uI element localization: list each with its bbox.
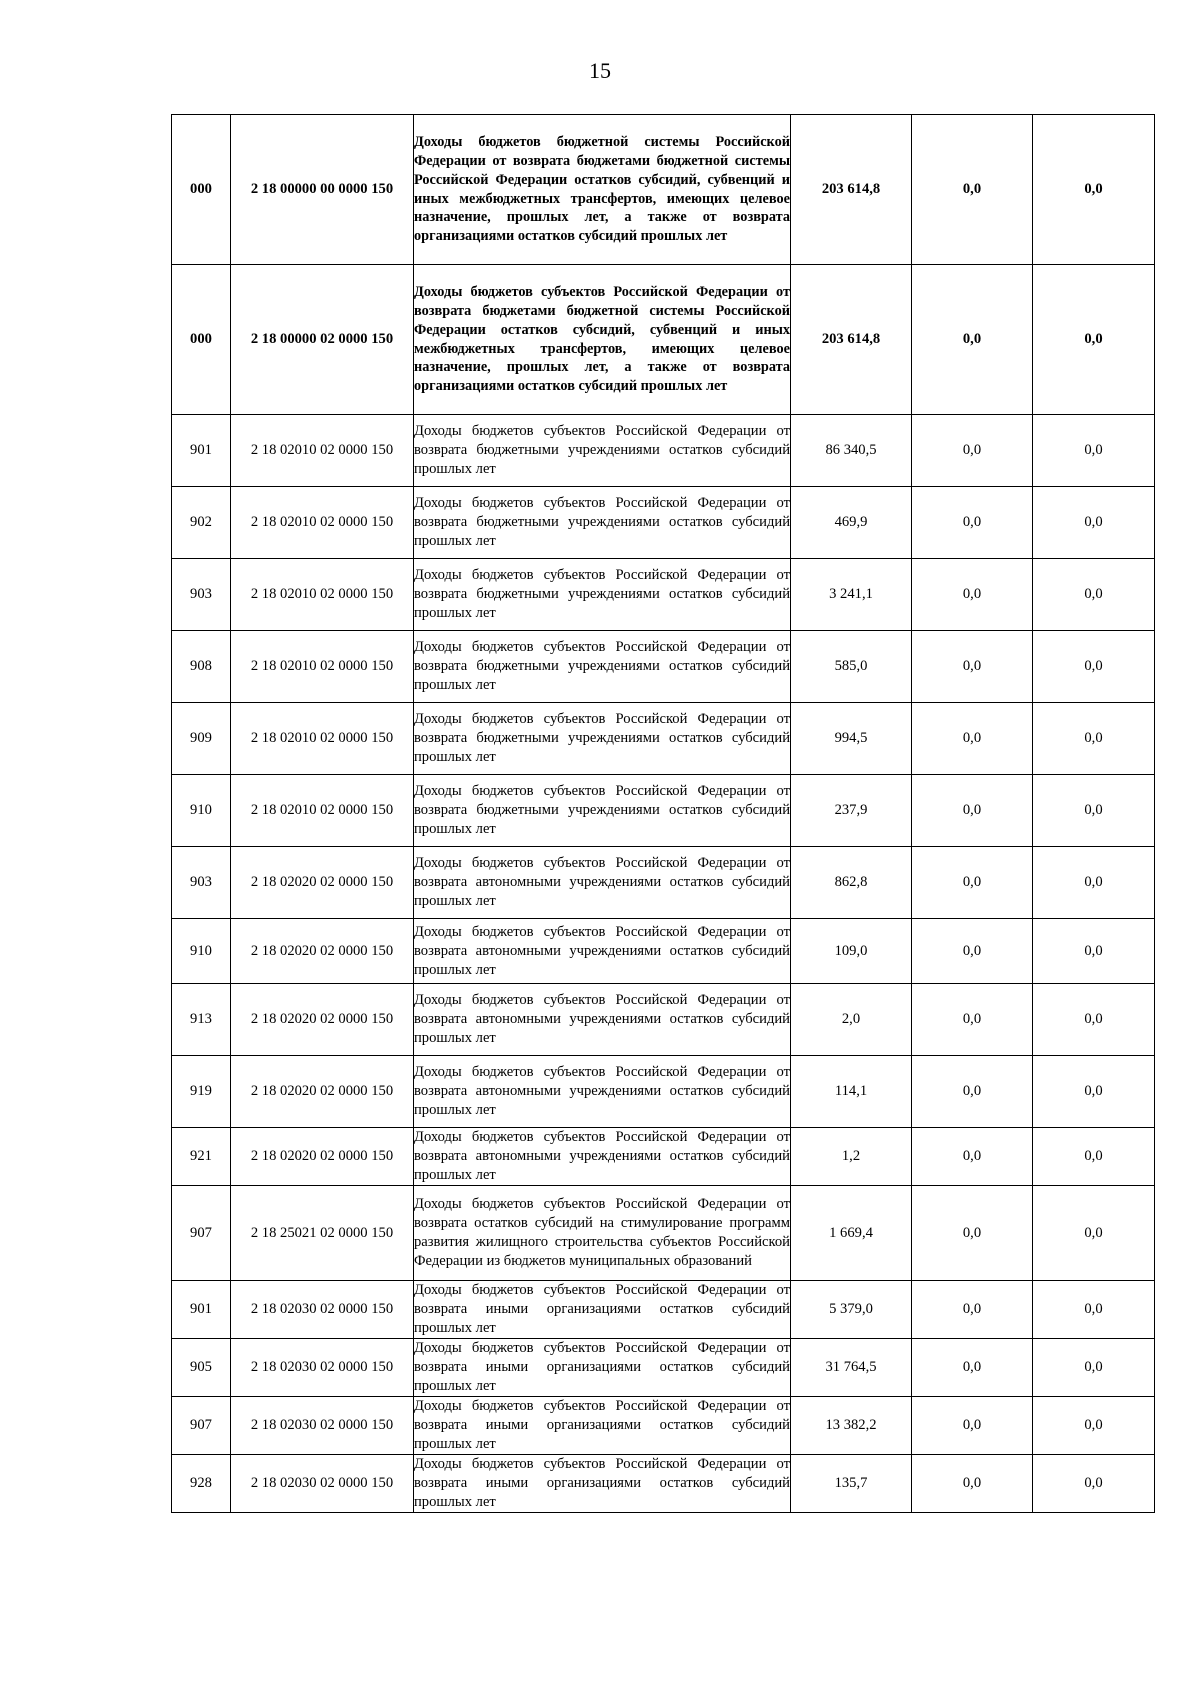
revenue-name-cell: Доходы бюджетов субъектов Российской Федерации от возврата автономными учреждениями остатков субсидий прошлых лет — [414, 984, 791, 1056]
admin-code-cell: 901 — [172, 1281, 231, 1339]
table-row — [172, 1281, 1155, 1339]
admin-code-cell: 928 — [172, 1455, 231, 1513]
budget-code-cell: 2 18 02020 02 0000 150 — [231, 919, 414, 984]
table-row — [172, 919, 1155, 984]
amount-year1-cell: 994,5 — [791, 703, 912, 775]
amount-year2-cell: 0,0 — [912, 631, 1033, 703]
admin-code-cell: 908 — [172, 631, 231, 703]
table-row — [172, 847, 1155, 919]
amount-year3-cell: 0,0 — [1033, 1056, 1155, 1128]
revenue-name-cell: Доходы бюджетов бюджетной системы Российской Федерации от возврата бюджетами бюджетной системы Российской Федерации остатков субсидий, субвенций и иных межбюджетных трансфертов, имеющих целевое назначение, прошлых лет, а также от возврата организациями остатков субсидий прошлых лет — [414, 115, 791, 265]
amount-year3-cell: 0,0 — [1033, 1455, 1155, 1513]
amount-year3-cell: 0,0 — [1033, 847, 1155, 919]
amount-year2-cell: 0,0 — [912, 415, 1033, 487]
revenue-name-cell: Доходы бюджетов субъектов Российской Федерации от возврата автономными учреждениями остатков субсидий прошлых лет — [414, 1056, 791, 1128]
amount-year1-cell: 1,2 — [791, 1128, 912, 1186]
amount-year1-cell: 3 241,1 — [791, 559, 912, 631]
table-row — [172, 631, 1155, 703]
admin-code-cell: 000 — [172, 265, 231, 415]
amount-year2-cell: 0,0 — [912, 487, 1033, 559]
revenue-name-cell: Доходы бюджетов субъектов Российской Федерации от возврата иными организациями остатков субсидий прошлых лет — [414, 1339, 791, 1397]
amount-year1-cell: 1 669,4 — [791, 1186, 912, 1281]
amount-year3-cell: 0,0 — [1033, 919, 1155, 984]
budget-code-cell: 2 18 02020 02 0000 150 — [231, 1128, 414, 1186]
table-row — [172, 1339, 1155, 1397]
amount-year2-cell: 0,0 — [912, 1339, 1033, 1397]
amount-year2-cell: 0,0 — [912, 1056, 1033, 1128]
amount-year2-cell: 0,0 — [912, 1186, 1033, 1281]
budget-code-cell: 2 18 02030 02 0000 150 — [231, 1397, 414, 1455]
revenue-name-cell: Доходы бюджетов субъектов Российской Федерации от возврата бюджетными учреждениями остатков субсидий прошлых лет — [414, 775, 791, 847]
budget-code-cell: 2 18 02010 02 0000 150 — [231, 559, 414, 631]
budget-code-cell: 2 18 02010 02 0000 150 — [231, 487, 414, 559]
amount-year2-cell: 0,0 — [912, 847, 1033, 919]
amount-year3-cell: 0,0 — [1033, 115, 1155, 265]
admin-code-cell: 913 — [172, 984, 231, 1056]
amount-year1-cell: 469,9 — [791, 487, 912, 559]
budget-code-cell: 2 18 02010 02 0000 150 — [231, 631, 414, 703]
admin-code-cell: 910 — [172, 919, 231, 984]
amount-year3-cell: 0,0 — [1033, 559, 1155, 631]
amount-year1-cell: 13 382,2 — [791, 1397, 912, 1455]
budget-code-cell: 2 18 02020 02 0000 150 — [231, 984, 414, 1056]
revenue-name-cell: Доходы бюджетов субъектов Российской Федерации от возврата бюджетными учреждениями остатков субсидий прошлых лет — [414, 487, 791, 559]
revenue-name-cell: Доходы бюджетов субъектов Российской Федерации от возврата автономными учреждениями остатков субсидий прошлых лет — [414, 919, 791, 984]
budget-code-cell: 2 18 02010 02 0000 150 — [231, 775, 414, 847]
revenue-name-cell: Доходы бюджетов субъектов Российской Федерации от возврата иными организациями остатков субсидий прошлых лет — [414, 1397, 791, 1455]
table-row — [172, 775, 1155, 847]
amount-year2-cell: 0,0 — [912, 775, 1033, 847]
admin-code-cell: 901 — [172, 415, 231, 487]
amount-year3-cell: 0,0 — [1033, 487, 1155, 559]
amount-year1-cell: 109,0 — [791, 919, 912, 984]
amount-year3-cell: 0,0 — [1033, 631, 1155, 703]
amount-year3-cell: 0,0 — [1033, 775, 1155, 847]
revenue-name-cell: Доходы бюджетов субъектов Российской Федерации от возврата автономными учреждениями остатков субсидий прошлых лет — [414, 1128, 791, 1186]
amount-year3-cell: 0,0 — [1033, 1128, 1155, 1186]
amount-year2-cell: 0,0 — [912, 1397, 1033, 1455]
amount-year2-cell: 0,0 — [912, 984, 1033, 1056]
amount-year2-cell: 0,0 — [912, 1128, 1033, 1186]
budget-code-cell: 2 18 00000 00 0000 150 — [231, 115, 414, 265]
amount-year3-cell: 0,0 — [1033, 1281, 1155, 1339]
budget-code-cell: 2 18 02030 02 0000 150 — [231, 1339, 414, 1397]
amount-year2-cell: 0,0 — [912, 919, 1033, 984]
amount-year3-cell: 0,0 — [1033, 984, 1155, 1056]
amount-year2-cell: 0,0 — [912, 115, 1033, 265]
revenue-name-cell: Доходы бюджетов субъектов Российской Федерации от возврата иными организациями остатков субсидий прошлых лет — [414, 1281, 791, 1339]
amount-year1-cell: 203 614,8 — [791, 265, 912, 415]
admin-code-cell: 907 — [172, 1186, 231, 1281]
revenue-name-cell: Доходы бюджетов субъектов Российской Федерации от возврата иными организациями остатков субсидий прошлых лет — [414, 1455, 791, 1513]
table-row — [172, 487, 1155, 559]
table-row — [172, 415, 1155, 487]
revenue-name-cell: Доходы бюджетов субъектов Российской Федерации от возврата бюджетными учреждениями остатков субсидий прошлых лет — [414, 415, 791, 487]
revenue-name-cell: Доходы бюджетов субъектов Российской Федерации от возврата бюджетными учреждениями остатков субсидий прошлых лет — [414, 631, 791, 703]
amount-year1-cell: 5 379,0 — [791, 1281, 912, 1339]
table-row — [172, 984, 1155, 1056]
amount-year1-cell: 2,0 — [791, 984, 912, 1056]
amount-year1-cell: 585,0 — [791, 631, 912, 703]
amount-year1-cell: 237,9 — [791, 775, 912, 847]
admin-code-cell: 000 — [172, 115, 231, 265]
budget-code-cell: 2 18 00000 02 0000 150 — [231, 265, 414, 415]
page-number: 15 — [589, 58, 611, 83]
budget-code-cell: 2 18 02010 02 0000 150 — [231, 415, 414, 487]
revenue-name-cell: Доходы бюджетов субъектов Российской Федерации от возврата остатков субсидий на стимулирование программ развития жилищного строительства субъектов Российской Федерации из бюджетов муниципальных образований — [414, 1186, 791, 1281]
table-row — [172, 1455, 1155, 1513]
amount-year1-cell: 135,7 — [791, 1455, 912, 1513]
table-row — [172, 1128, 1155, 1186]
revenue-name-cell: Доходы бюджетов субъектов Российской Федерации от возврата бюджетными учреждениями остатков субсидий прошлых лет — [414, 559, 791, 631]
table-body — [172, 115, 1155, 1513]
revenue-name-cell: Доходы бюджетов субъектов Российской Федерации от возврата бюджетами бюджетной системы Российской Федерации остатков субсидий, субвенций и иных межбюджетных трансфертов, имеющих целевое назначение, прошлых лет, а также от возврата организациями остатков субсидий прошлых лет — [414, 265, 791, 415]
admin-code-cell: 903 — [172, 847, 231, 919]
admin-code-cell: 910 — [172, 775, 231, 847]
amount-year2-cell: 0,0 — [912, 1455, 1033, 1513]
budget-code-cell: 2 18 02030 02 0000 150 — [231, 1281, 414, 1339]
amount-year3-cell: 0,0 — [1033, 415, 1155, 487]
amount-year3-cell: 0,0 — [1033, 1339, 1155, 1397]
budget-code-cell: 2 18 02010 02 0000 150 — [231, 703, 414, 775]
budget-code-cell: 2 18 25021 02 0000 150 — [231, 1186, 414, 1281]
table-row — [172, 1056, 1155, 1128]
budget-revenue-table — [171, 114, 1155, 1513]
amount-year3-cell: 0,0 — [1033, 265, 1155, 415]
table-row — [172, 703, 1155, 775]
table-row — [172, 115, 1155, 265]
revenue-name-cell: Доходы бюджетов субъектов Российской Федерации от возврата автономными учреждениями остатков субсидий прошлых лет — [414, 847, 791, 919]
admin-code-cell: 905 — [172, 1339, 231, 1397]
amount-year3-cell: 0,0 — [1033, 703, 1155, 775]
revenue-name-cell: Доходы бюджетов субъектов Российской Федерации от возврата бюджетными учреждениями остатков субсидий прошлых лет — [414, 703, 791, 775]
table-row — [172, 1186, 1155, 1281]
admin-code-cell: 921 — [172, 1128, 231, 1186]
amount-year2-cell: 0,0 — [912, 265, 1033, 415]
amount-year3-cell: 0,0 — [1033, 1186, 1155, 1281]
amount-year2-cell: 0,0 — [912, 1281, 1033, 1339]
admin-code-cell: 907 — [172, 1397, 231, 1455]
budget-code-cell: 2 18 02020 02 0000 150 — [231, 847, 414, 919]
admin-code-cell: 903 — [172, 559, 231, 631]
admin-code-cell: 902 — [172, 487, 231, 559]
amount-year1-cell: 114,1 — [791, 1056, 912, 1128]
table-row — [172, 265, 1155, 415]
budget-code-cell: 2 18 02020 02 0000 150 — [231, 1056, 414, 1128]
admin-code-cell: 909 — [172, 703, 231, 775]
amount-year1-cell: 86 340,5 — [791, 415, 912, 487]
amount-year1-cell: 862,8 — [791, 847, 912, 919]
amount-year2-cell: 0,0 — [912, 703, 1033, 775]
amount-year3-cell: 0,0 — [1033, 1397, 1155, 1455]
admin-code-cell: 919 — [172, 1056, 231, 1128]
amount-year1-cell: 31 764,5 — [791, 1339, 912, 1397]
amount-year1-cell: 203 614,8 — [791, 115, 912, 265]
table-row — [172, 1397, 1155, 1455]
amount-year2-cell: 0,0 — [912, 559, 1033, 631]
table-row — [172, 559, 1155, 631]
budget-code-cell: 2 18 02030 02 0000 150 — [231, 1455, 414, 1513]
